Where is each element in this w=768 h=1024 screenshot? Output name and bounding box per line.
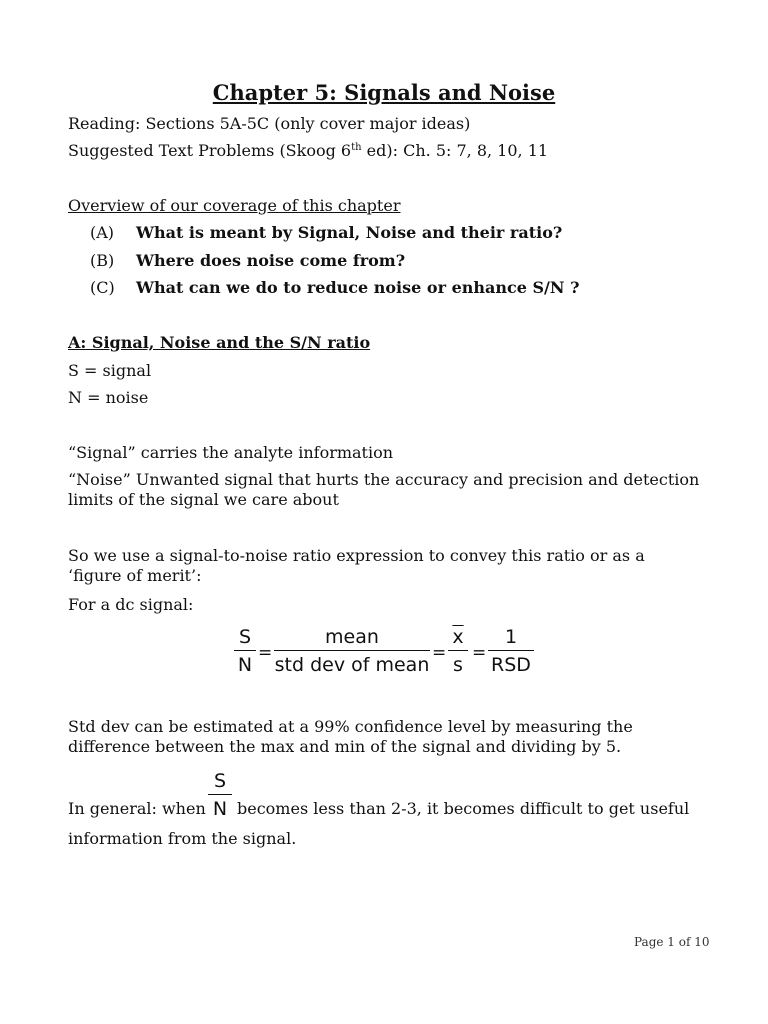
fraction-denominator: s [453, 654, 463, 676]
overview-item-text: What can we do to reduce noise or enhance S/N ? [136, 278, 580, 297]
suggested-problems-line [68, 141, 548, 161]
fraction-mean-over-stddev [274, 624, 430, 677]
fraction-one-over-rsd [488, 624, 534, 677]
fraction-numerator: S [238, 626, 252, 648]
overview-heading: Overview of our coverage of this chapter [68, 196, 401, 215]
reading-line: Reading: Sections 5A-5C (only cover major ideas) [68, 114, 471, 133]
dc-signal-label: For a dc signal: [68, 595, 194, 614]
overview-item-letter: (A) [90, 223, 115, 242]
signal-description: “Signal” carries the analyte information [68, 443, 394, 462]
fraction-denominator: N [237, 654, 253, 676]
overview-item-letter: (C) [90, 278, 115, 297]
fraction-numerator: $\overline{x}$ [452, 626, 464, 648]
equals-sign: = [258, 643, 273, 663]
overview-item-text: Where does noise come from? [136, 251, 406, 270]
general-prefix: In general: when [68, 799, 206, 818]
fraction-s-over-n [234, 624, 256, 677]
snr-description: So we use a signal-to-noise ratio expression to convey this ratio or as a ‘figure of merit’: [68, 546, 645, 585]
fraction-denominator: RSD [491, 654, 531, 676]
fraction-bar [234, 650, 256, 651]
general-suffix: becomes less than 2-3, it becomes difficult to get useful [237, 799, 690, 818]
general-line-2: information from the signal. [68, 829, 297, 848]
problems-prefix: Suggested Text Problems (Skoog 6 [68, 141, 352, 160]
fraction-numerator: S [213, 770, 227, 792]
equals-sign: = [432, 643, 447, 663]
fraction-numerator: mean [325, 626, 379, 648]
fraction-bar [488, 650, 534, 651]
definition-signal: S = signal [68, 361, 152, 380]
definition-noise: N = noise [68, 388, 149, 407]
problems-superscript: th [351, 142, 362, 153]
stddev-description: Std dev can be estimated at a 99% confidence level by measuring the difference between the max and min of the signal and dividing by 5. [68, 717, 633, 756]
noise-description: “Noise” Unwanted signal that hurts the accuracy and precision and detection limits of the signal we care about [68, 470, 700, 509]
overview-item-letter: (B) [90, 251, 115, 270]
fraction-bar [274, 650, 430, 651]
page-number: Page 1 of 10 [634, 935, 710, 949]
fraction-denominator: N [212, 798, 228, 820]
page-title: Chapter 5: Signals and Noise [212, 80, 556, 105]
fraction-xbar-over-s [448, 624, 468, 677]
equals-sign: = [472, 643, 487, 663]
overview-item-text: What is meant by Signal, Noise and their ratio? [136, 223, 563, 242]
fraction-numerator: 1 [504, 626, 518, 648]
section-a-heading: A: Signal, Noise and the S/N ratio [68, 333, 371, 352]
fraction-denominator: std dev of mean [274, 654, 430, 676]
inline-fraction-s-over-n [208, 768, 232, 821]
fraction-bar [448, 650, 468, 651]
problems-suffix: ed): Ch. 5: 7, 8, 10, 11 [361, 141, 549, 160]
